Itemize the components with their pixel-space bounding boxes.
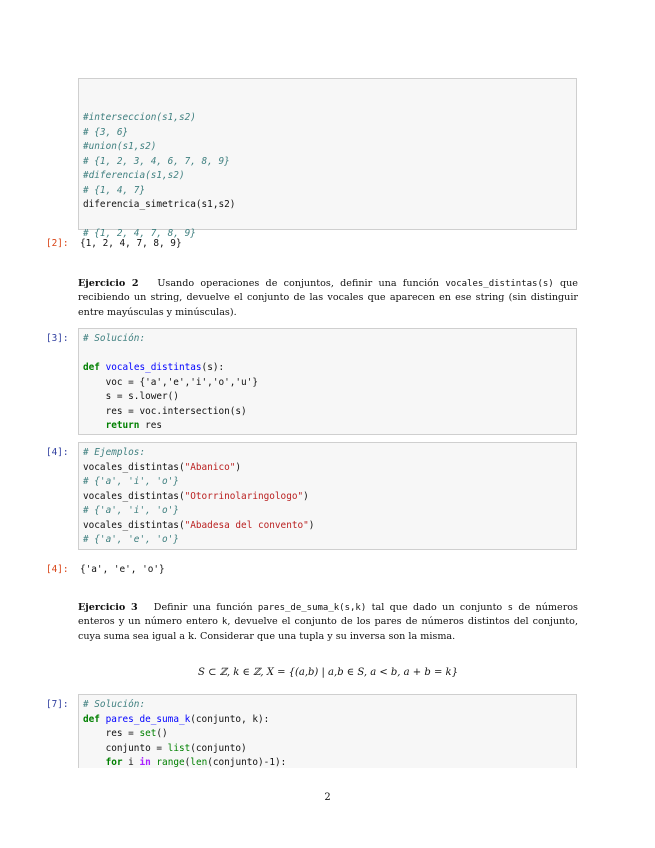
code-cell-7-body bbox=[79, 695, 576, 774]
code-cell-3-body bbox=[79, 329, 576, 437]
code-line: conjunto = list(conjunto) bbox=[83, 742, 247, 754]
code-line: # Solución: bbox=[83, 699, 146, 710]
output-prompt-2: [2]: bbox=[46, 238, 69, 249]
output-2: {1, 2, 4, 7, 8, 9} bbox=[80, 238, 182, 249]
output-prompt-4: [4]: bbox=[46, 564, 69, 575]
input-prompt-4: [4]: bbox=[46, 447, 69, 458]
code-line: s = s.lower() bbox=[83, 391, 179, 402]
code-line: for i in range(len(conjunto)-1): bbox=[105, 757, 287, 768]
code-line: # {3, 6} bbox=[83, 126, 129, 138]
code-cell-3[interactable] bbox=[78, 328, 577, 435]
code-cell-7[interactable] bbox=[78, 694, 577, 768]
math-formula: S ⊂ ℤ, k ∈ ℤ, X = {(a,b) | a,b ∈ S, a < b, a + b = k} bbox=[198, 667, 458, 678]
code-line: diferencia_simetrica(s1,s2) bbox=[83, 199, 236, 210]
code-line: vocales_distintas("Otorrinolaringologo") bbox=[83, 490, 309, 502]
code-line: res = voc.intersection(s) bbox=[83, 405, 247, 417]
code-line: # {'a', 'e', 'o'} bbox=[83, 534, 179, 545]
code-line: #interseccion(s1,s2) bbox=[83, 112, 196, 123]
code-line: # {1, 2, 3, 4, 6, 7, 8, 9} bbox=[83, 155, 230, 167]
code-cell-1[interactable] bbox=[78, 78, 577, 239]
code-line: # {1, 4, 7} bbox=[83, 184, 146, 196]
code-line: #union(s1,s2) bbox=[83, 141, 157, 152]
exercise-2-title: Ejercicio 2 bbox=[78, 278, 139, 289]
output-4: {'a', 'e', 'o'} bbox=[80, 564, 165, 575]
code-line: # {'a', 'i', 'o'} bbox=[83, 476, 179, 487]
exercise-2-text: Ejercicio 2 Usando operaciones de conjuntos, definir una función vocales_distintas(s) que recibiendo un string, devuelve el conjunto de las vocales que aparecen en ese string (sin distinguir entre mayúsculas y minúsculas). bbox=[78, 278, 578, 318]
code-line: #diferencia(s1,s2) bbox=[83, 170, 185, 181]
input-prompt-7: [7]: bbox=[46, 699, 69, 710]
code-cell-4-body bbox=[79, 443, 576, 551]
code-line: def pares_de_suma_k(conjunto, k): bbox=[83, 713, 270, 725]
code-cell-4[interactable] bbox=[78, 442, 577, 550]
code-line: # {'a', 'i', 'o'} bbox=[83, 505, 179, 516]
code-line: # Solución: bbox=[83, 333, 146, 344]
code-line: vocales_distintas("Abanico") bbox=[83, 461, 242, 473]
page-number: 2 bbox=[324, 792, 331, 803]
code-line: vocales_distintas("Abadesa del convento") bbox=[83, 519, 315, 531]
exercise-3-text: Ejercicio 3 Definir una función pares_de_suma_k(s,k) tal que dado un conjunto s de números enteros y un número entero k, devuelve el conjunto de los pares de números distintos del conjunto, cuya suma sea igual a k. Considerar que una tupla y su inversa son la misma. bbox=[78, 602, 578, 642]
code-line: # {1, 2, 4, 7, 8, 9} bbox=[83, 228, 196, 239]
exercise-3-title: Ejercicio 3 bbox=[78, 602, 138, 613]
code-cell-1-body bbox=[79, 79, 576, 245]
code-line: def vocales_distintas(s): bbox=[83, 362, 225, 373]
code-line: return res bbox=[105, 420, 163, 431]
code-line: voc = {'a','e','i','o','u'} bbox=[83, 376, 258, 388]
code-line: res = set() bbox=[83, 728, 168, 739]
input-prompt-3: [3]: bbox=[46, 333, 69, 344]
code-line: # Ejemplos: bbox=[83, 447, 146, 458]
